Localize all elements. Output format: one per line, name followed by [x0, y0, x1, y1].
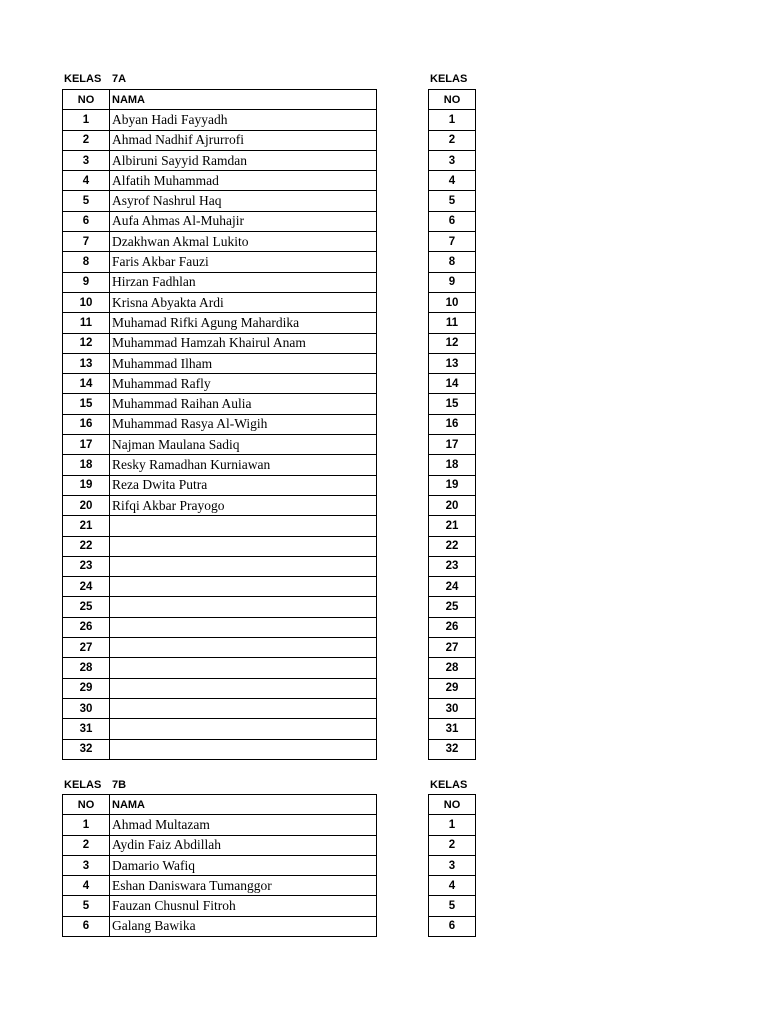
row-number-cell: 32 [429, 739, 476, 759]
roster-table-7a [62, 89, 377, 760]
row-number-cell: 22 [63, 536, 110, 556]
student-name-cell: Muhammad Hamzah Khairul Anam [110, 333, 377, 353]
row-number-cell: 2 [63, 835, 110, 855]
table-header-row [63, 90, 377, 110]
roster-table-7a-right [428, 89, 476, 760]
table-row [63, 435, 377, 455]
row-number-cell: 5 [63, 191, 110, 211]
row-number-cell: 7 [63, 232, 110, 252]
row-number-cell: 1 [63, 110, 110, 130]
table-row [429, 617, 476, 637]
row-number-cell: 12 [429, 333, 476, 353]
row-number-cell: 26 [63, 617, 110, 637]
table-row [63, 272, 377, 292]
table-row [63, 292, 377, 312]
student-name-cell [110, 638, 377, 658]
table-row [63, 455, 377, 475]
row-number-cell: 14 [429, 374, 476, 394]
student-name-cell: Aydin Faiz Abdillah [110, 835, 377, 855]
table-row [63, 333, 377, 353]
row-number-cell: 4 [429, 876, 476, 896]
table-row [63, 698, 377, 718]
student-name-cell [110, 577, 377, 597]
nama-column-header: NAMA [110, 795, 377, 815]
student-name-cell: Muhammad Raihan Aulia [110, 394, 377, 414]
row-number-cell: 2 [429, 130, 476, 150]
row-number-cell: 3 [63, 855, 110, 875]
row-number-cell: 25 [63, 597, 110, 617]
table-row [429, 211, 476, 231]
row-number-cell: 1 [429, 110, 476, 130]
row-number-cell: 24 [429, 577, 476, 597]
row-number-cell: 21 [429, 516, 476, 536]
row-number-cell: 31 [63, 719, 110, 739]
table-row [63, 597, 377, 617]
student-name-cell: Najman Maulana Sadiq [110, 435, 377, 455]
table-row [63, 556, 377, 576]
student-name-cell: Faris Akbar Fauzi [110, 252, 377, 272]
student-name-cell: Galang Bawika [110, 916, 377, 936]
row-number-cell: 3 [63, 150, 110, 170]
table-row [429, 855, 476, 875]
table-row [63, 394, 377, 414]
student-name-cell: Ahmad Nadhif Ajrurrofi [110, 130, 377, 150]
row-number-cell: 20 [429, 495, 476, 515]
table-row [63, 110, 377, 130]
table-row [63, 916, 377, 936]
table-header-row [429, 90, 476, 110]
row-number-cell: 28 [429, 658, 476, 678]
row-number-cell: 14 [63, 374, 110, 394]
no-column-header: NO [63, 90, 110, 110]
row-number-cell: 11 [63, 313, 110, 333]
row-number-cell: 16 [63, 414, 110, 434]
table-row [63, 374, 377, 394]
row-number-cell: 2 [429, 835, 476, 855]
table-row [63, 739, 377, 759]
student-name-cell [110, 617, 377, 637]
row-number-cell: 22 [429, 536, 476, 556]
row-number-cell: 1 [63, 815, 110, 835]
student-name-cell: Rifqi Akbar Prayogo [110, 495, 377, 515]
table-row [63, 211, 377, 231]
table-row [429, 232, 476, 252]
row-number-cell: 16 [429, 414, 476, 434]
student-name-cell: Muhammad Rasya Al-Wigih [110, 414, 377, 434]
no-column-header: NO [63, 795, 110, 815]
row-number-cell: 18 [429, 455, 476, 475]
roster-table-7b-right [428, 794, 476, 937]
table-row [63, 232, 377, 252]
table-row [63, 536, 377, 556]
student-name-cell: Dzakhwan Akmal Lukito [110, 232, 377, 252]
table-row [429, 435, 476, 455]
table-row [63, 658, 377, 678]
table-row [429, 313, 476, 333]
row-number-cell: 8 [63, 252, 110, 272]
table-row [63, 252, 377, 272]
row-number-cell: 28 [63, 658, 110, 678]
row-number-cell: 31 [429, 719, 476, 739]
table-row [429, 455, 476, 475]
row-number-cell: 12 [63, 333, 110, 353]
row-number-cell: 15 [429, 394, 476, 414]
row-number-cell: 5 [429, 191, 476, 211]
table-row [429, 272, 476, 292]
table-row [429, 896, 476, 916]
right-kelas-header-7b [430, 776, 490, 794]
table-row [429, 719, 476, 739]
student-name-cell: Krisna Abyakta Ardi [110, 292, 377, 312]
table-header-row [429, 795, 476, 815]
row-number-cell: 21 [63, 516, 110, 536]
table-row [429, 150, 476, 170]
table-row [429, 495, 476, 515]
row-number-cell: 4 [63, 171, 110, 191]
kelas-header-7b [64, 776, 384, 794]
row-number-cell: 32 [63, 739, 110, 759]
row-number-cell: 4 [429, 171, 476, 191]
student-name-cell [110, 556, 377, 576]
table-row [429, 414, 476, 434]
row-number-cell: 8 [429, 252, 476, 272]
row-number-cell: 15 [63, 394, 110, 414]
table-row [429, 394, 476, 414]
row-number-cell: 29 [429, 678, 476, 698]
row-number-cell: 5 [429, 896, 476, 916]
row-number-cell: 6 [429, 211, 476, 231]
table-row [63, 475, 377, 495]
row-number-cell: 1 [429, 815, 476, 835]
table-row [429, 678, 476, 698]
table-row [429, 739, 476, 759]
table-row [63, 855, 377, 875]
row-number-cell: 24 [63, 577, 110, 597]
row-number-cell: 4 [63, 876, 110, 896]
row-number-cell: 6 [63, 916, 110, 936]
table-row [429, 577, 476, 597]
right-kelas-header-7a [430, 70, 490, 88]
table-row [63, 638, 377, 658]
table-row [429, 252, 476, 272]
student-name-cell: Alfatih Muhammad [110, 171, 377, 191]
student-name-cell: Fauzan Chusnul Fitroh [110, 896, 377, 916]
kelas-label: KELAS [64, 73, 102, 85]
row-number-cell: 10 [63, 292, 110, 312]
student-name-cell [110, 536, 377, 556]
table-row [63, 171, 377, 191]
row-number-cell: 3 [429, 150, 476, 170]
table-row [429, 876, 476, 896]
row-number-cell: 19 [63, 475, 110, 495]
student-name-cell: Reza Dwita Putra [110, 475, 377, 495]
table-row [429, 516, 476, 536]
row-number-cell: 2 [63, 130, 110, 150]
student-name-cell [110, 597, 377, 617]
table-row [429, 374, 476, 394]
table-row [429, 110, 476, 130]
row-number-cell: 7 [429, 232, 476, 252]
table-row [429, 815, 476, 835]
student-name-cell [110, 698, 377, 718]
student-name-cell: Abyan Hadi Fayyadh [110, 110, 377, 130]
row-number-cell: 27 [429, 638, 476, 658]
no-column-header: NO [429, 795, 476, 815]
table-row [429, 292, 476, 312]
row-number-cell: 23 [63, 556, 110, 576]
row-number-cell: 30 [63, 698, 110, 718]
row-number-cell: 6 [429, 916, 476, 936]
student-name-cell: Muhammad Ilham [110, 353, 377, 373]
table-row [63, 353, 377, 373]
kelas-label: KELAS [430, 779, 468, 791]
roster-table-7b [62, 794, 377, 937]
table-row [63, 678, 377, 698]
table-row [63, 896, 377, 916]
student-name-cell: Ahmad Multazam [110, 815, 377, 835]
row-number-cell: 13 [429, 353, 476, 373]
student-name-cell [110, 739, 377, 759]
table-row [429, 916, 476, 936]
row-number-cell: 29 [63, 678, 110, 698]
row-number-cell: 27 [63, 638, 110, 658]
student-name-cell: Muhammad Rafly [110, 374, 377, 394]
table-row [429, 536, 476, 556]
table-row [429, 191, 476, 211]
row-number-cell: 9 [63, 272, 110, 292]
table-row [63, 719, 377, 739]
table-row [63, 313, 377, 333]
kelas-label: KELAS [64, 779, 102, 791]
student-name-cell: Asyrof Nashrul Haq [110, 191, 377, 211]
table-row [429, 556, 476, 576]
row-number-cell: 10 [429, 292, 476, 312]
table-row [429, 597, 476, 617]
table-header-row [63, 795, 377, 815]
student-name-cell [110, 719, 377, 739]
table-row [63, 815, 377, 835]
row-number-cell: 9 [429, 272, 476, 292]
student-name-cell: Albiruni Sayyid Ramdan [110, 150, 377, 170]
kelas-header-7a [64, 70, 384, 88]
row-number-cell: 25 [429, 597, 476, 617]
table-row [63, 130, 377, 150]
student-name-cell: Aufa Ahmas Al-Muhajir [110, 211, 377, 231]
table-row [429, 171, 476, 191]
row-number-cell: 13 [63, 353, 110, 373]
row-number-cell: 26 [429, 617, 476, 637]
table-row [63, 191, 377, 211]
table-row [63, 617, 377, 637]
table-row [63, 414, 377, 434]
no-column-header: NO [429, 90, 476, 110]
table-row [63, 835, 377, 855]
table-row [429, 475, 476, 495]
row-number-cell: 17 [429, 435, 476, 455]
table-row [429, 658, 476, 678]
student-name-cell: Muhamad Rifki Agung Mahardika [110, 313, 377, 333]
table-row [63, 516, 377, 536]
row-number-cell: 20 [63, 495, 110, 515]
student-name-cell [110, 658, 377, 678]
row-number-cell: 11 [429, 313, 476, 333]
table-row [429, 333, 476, 353]
student-name-cell [110, 678, 377, 698]
table-row [63, 495, 377, 515]
table-row [429, 353, 476, 373]
kelas-value: 7A [112, 73, 127, 85]
row-number-cell: 17 [63, 435, 110, 455]
row-number-cell: 19 [429, 475, 476, 495]
kelas-value: 7B [112, 779, 127, 791]
student-name-cell: Damario Wafiq [110, 855, 377, 875]
table-row [429, 698, 476, 718]
kelas-label: KELAS [430, 73, 468, 85]
table-row [429, 130, 476, 150]
table-row [63, 577, 377, 597]
student-name-cell [110, 516, 377, 536]
student-name-cell: Eshan Daniswara Tumanggor [110, 876, 377, 896]
row-number-cell: 5 [63, 896, 110, 916]
table-row [63, 876, 377, 896]
nama-column-header: NAMA [110, 90, 377, 110]
table-row [429, 638, 476, 658]
student-name-cell: Resky Ramadhan Kurniawan [110, 455, 377, 475]
row-number-cell: 3 [429, 855, 476, 875]
row-number-cell: 6 [63, 211, 110, 231]
row-number-cell: 23 [429, 556, 476, 576]
student-name-cell: Hirzan Fadhlan [110, 272, 377, 292]
row-number-cell: 18 [63, 455, 110, 475]
table-row [429, 835, 476, 855]
table-row [63, 150, 377, 170]
row-number-cell: 30 [429, 698, 476, 718]
